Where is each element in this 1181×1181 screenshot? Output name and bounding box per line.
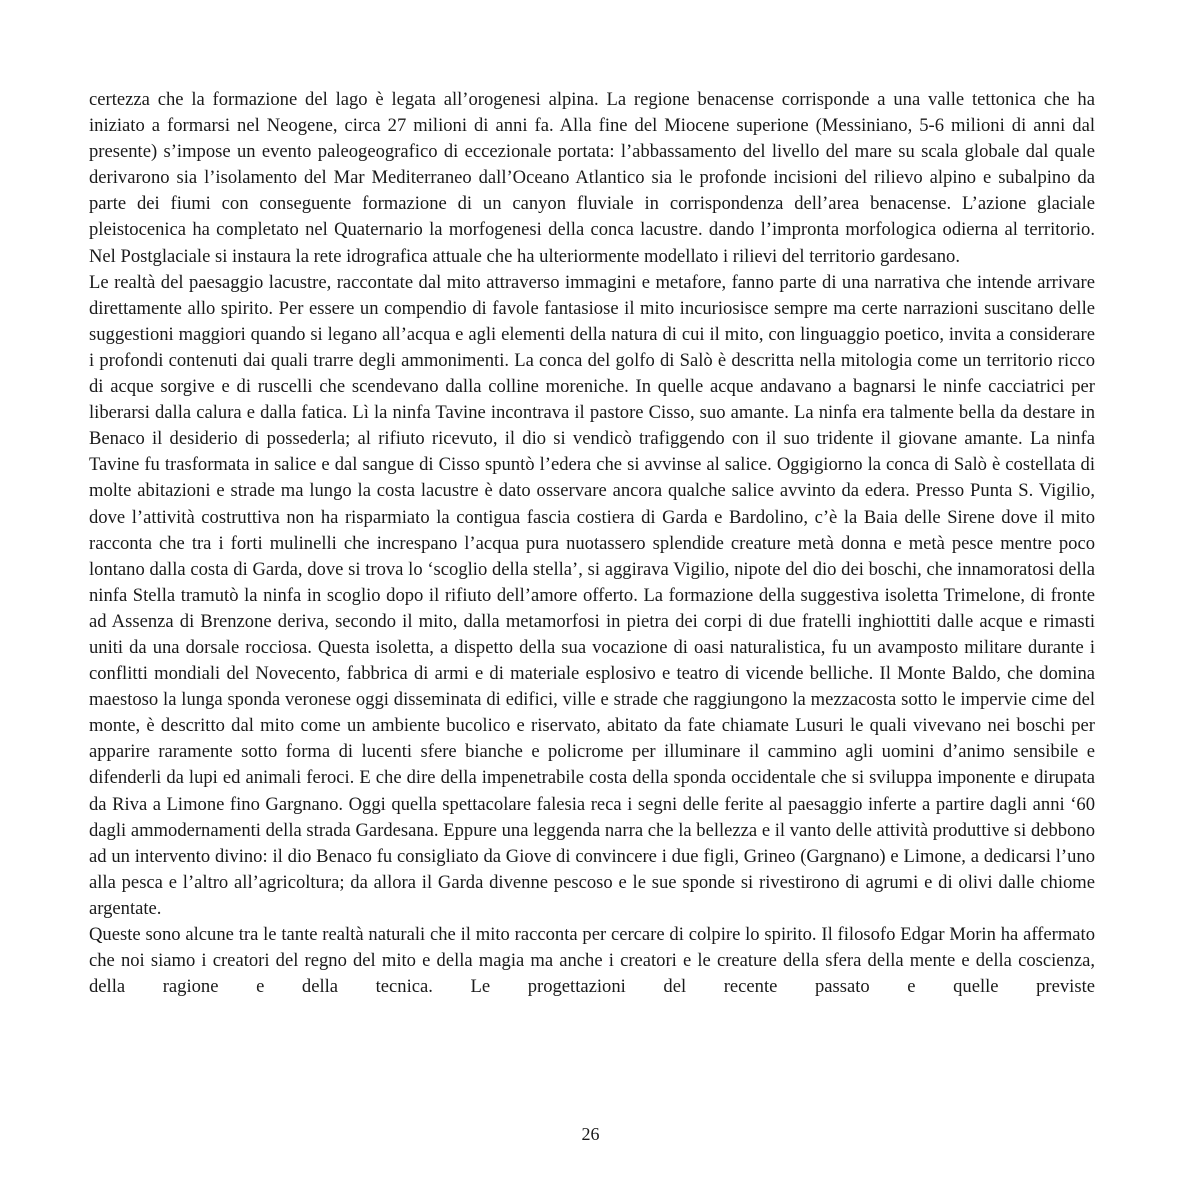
body-text (89, 87, 1095, 1000)
paragraph-geology: certezza che la formazione del lago è legata all’orogenesi alpina. La regione benacense corrisponde a una valle tettonica che ha iniziato a formarsi nel Neogene, circa 27 milioni di anni fa. Alla fine del Miocene superione (Messiniano, 5-6 milioni di anni dal presente) s’impose un evento paleogeografico di eccezionale portata: l’abbassamento del livello del mare su scala globale dal quale derivarono sia l’isolamento del Mar Mediterraneo dall’Oceano Atlantico sia le profonde incisioni del rilievo alpino e subalpino da parte dei fiumi con conseguente formazione di un canyon fluviale in corrispondenza dell’area benacense. L’azione glaciale pleistocenica ha completato nel Quaternario la morfogenesi della conca lacustre. dando l’impronta morfologica odierna al territorio. Nel Postglaciale si instaura la rete idrografica attuale che ha ulteriormente modellato i rilievi del territorio gardesano. (89, 89, 1095, 267)
paragraph-morin: Queste sono alcune tra le tante realtà naturali che il mito racconta per cercare di colpire lo spirito. Il filosofo Edgar Morin ha affermato che noi siamo i creatori del regno del mito e della magia ma anche i creatori e le creature della sfera della mente e della coscienza, della ragione e della tecnica. Le progettazioni del recente passato e quelle previste (89, 924, 1095, 998)
page-number: 26 (581, 1124, 600, 1144)
paragraph-myths: Le realtà del paesaggio lacustre, raccontate dal mito attraverso immagini e metafore, fanno parte di una narrativa che intende arrivare direttamente allo spirito. Per essere un compendio di favole fantasiose il mito incuriosisce sempre ma certe narrazioni suscitano delle suggestioni maggiori quando si legano all’acqua e agli elementi della natura di cui il mito, con linguaggio poetico, invita a considerare i profondi contenuti dai quali trarre degli ammonimenti. La conca del golfo di Salò è descritta nella mitologia come un territorio ricco di acque sorgive e di ruscelli che scendevano dalla colline moreniche. In quelle acque andavano a bagnarsi le ninfe cacciatrici per liberarsi dalla calura e dalla fatica. Lì la ninfa Tavine incontrava il pastore Cisso, suo amante. La ninfa era talmente bella da destare in Benaco il desiderio di possederla; al rifiuto ricevuto, il dio si vendicò trafiggendo con il suo tridente il giovane amante. La ninfa Tavine fu trasformata in salice e dal sangue di Cisso spuntò l’edera che si avvinse al salice. Oggigiorno la conca di Salò è costellata di molte abitazioni e strade ma lungo la costa lacustre è dato osservare ancora qualche salice avvinto da edera. Presso Punta S. Vigilio, dove l’attività costruttiva non ha risparmiato la contigua fascia costiera di Garda e Bardolino, c’è la Baia delle Sirene dove il mito racconta che tra i forti mulinelli che increspano l’acqua pura nuotassero splendide creature metà donna e metà pesce mentre poco lontano dalla costa di Garda, dove si trova lo ‘scoglio della stella’, si aggirava Vigilio, nipote del dio dei boschi, che innamoratosi della ninfa Stella tramutò la ninfa in scoglio dopo il rifiuto dell’amore offerto. La formazione della suggestiva isoletta Trimelone, di fronte ad Assenza di Brenzone deriva, secondo il mito, dalla metamorfosi in pietra dei corpi di due fratelli inghiottiti dalle acque e rimasti uniti da una dorsale rocciosa. Questa isoletta, a dispetto della sua vocazione di oasi naturalistica, fu un avamposto militare durante i conflitti mondiali del Novecento, fabbrica di armi e di materiale esplosivo e teatro di vicende belliche. Il Monte Baldo, che domina maestoso la lunga sponda veronese oggi disseminata di edifici, ville e strade che raggiungono la mezzacosta sotto le impervie cime del monte, è descritto dal mito come un ambiente bucolico e riservato, abitato da fate chiamate Lusuri le quali vivevano nei boschi per apparire raramente sotto forma di lucenti sfere bianche e policrome per illuminare il cammino agli uomini d’animo sensibile e difenderli da lupi ed animali feroci. E che dire della impenetrabile costa della sponda occidentale che si sviluppa imponente e dirupata da Riva a Limone fino Gargnano. Oggi quella spettacolare falesia reca i segni delle ferite al paesaggio inferte a partire dagli anni ‘60 dagli ammodernamenti della strada Gardesana. Eppure una leggenda narra che la bellezza e il vanto delle attività produttive si debbono ad un intervento divino: il dio Benaco fu consigliato da Giove di convincere i due figli, Grineo (Gargnano) e Limone, a dedicarsi l’uno alla pesca e l’altro all’agricoltura; da allora il Garda divenne pescoso e le sue sponde si rivestirono di agrumi e di olivi dalle chiome argentate. (89, 271, 1095, 919)
